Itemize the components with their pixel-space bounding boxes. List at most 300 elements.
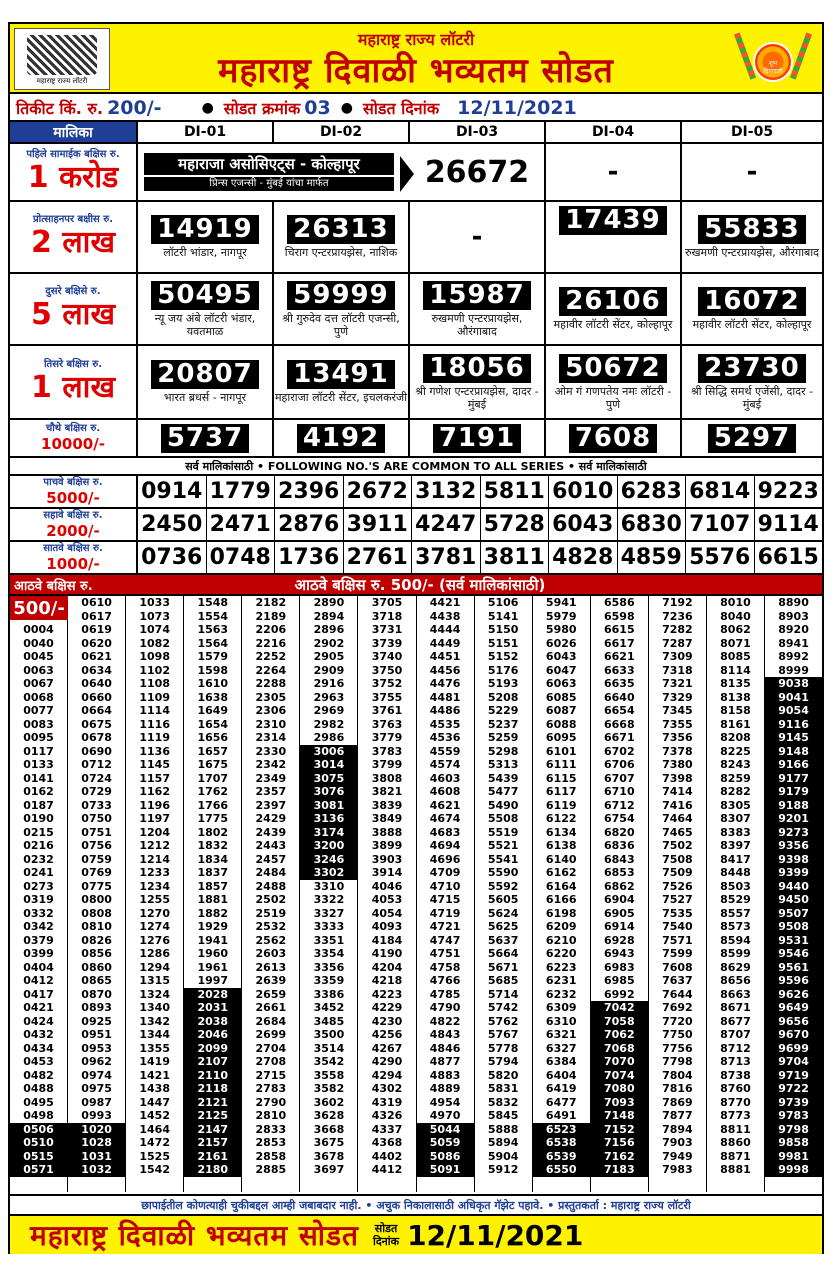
winning-number: 6309 [545,1001,577,1014]
winning-number: 4889 [429,1082,461,1095]
winning-number: 4683 [429,825,461,839]
number-column [68,596,126,1192]
winning-number: 3310 [313,879,345,893]
series-label: मालिका [10,122,138,142]
winning-number: 8677 [720,1014,751,1028]
winning-number: 7162 [591,1150,648,1164]
winning-number: 2704 [255,1041,287,1055]
winning-number: 3322 [313,893,345,906]
winning-number: 4828 [549,542,618,573]
winning-number: 1157 [139,771,170,785]
agent-name: रुखमणी एन्टरप्रायझेस, औरंगाबाद [684,246,820,259]
winning-number: 4694 [429,839,461,852]
winning-number: 9981 [765,1150,822,1164]
winning-number: 8040 [720,609,751,623]
winning-number: 4412 [371,1163,403,1176]
prize-label: चौथे बक्षिस रु. [45,423,101,434]
winning-number: 5541 [487,852,519,866]
winning-number: 5519 [487,825,519,839]
winning-number: 4267 [371,1041,403,1055]
winning-number: 6232 [545,987,577,1001]
winning-number: 2708 [255,1055,287,1068]
winning-number: 0987 [81,1095,112,1109]
winning-number: 9998 [765,1163,822,1177]
winning-number: 5767 [487,1028,519,1041]
number-column [591,596,649,1192]
number-column [707,596,765,1192]
winning-number: 8208 [720,731,751,744]
number-column [765,596,822,1192]
winning-number: 7750 [662,1028,693,1041]
winning-number: 3755 [371,690,403,704]
winning-number: 4843 [429,1028,461,1041]
winning-number: 6119 [545,798,577,812]
winning-number: 0769 [81,866,112,879]
winning-number: 3781 [412,542,481,573]
prize-row-third [10,346,822,420]
winning-number: 6539 [533,1150,590,1164]
agent-banner-sub: प्रिन्स एजन्सी - मुंबई यांचा मार्फत [144,177,394,191]
winning-number: 6633 [604,663,635,677]
winning-number: 7465 [662,825,693,839]
series-name: DI-05 [730,124,774,140]
winning-number: 7894 [662,1122,693,1136]
winning-number: 0690 [81,744,112,758]
winning-number: 9626 [765,988,822,1002]
number-column [533,596,591,1192]
winning-number: 0826 [81,933,112,947]
winning-number: 4368 [371,1136,403,1149]
winning-number: 4190 [371,947,403,960]
winning-number: 2443 [255,839,287,852]
winning-number: 4621 [429,798,461,812]
winning-number: 7527 [662,893,693,906]
winning-number: 4608 [429,785,461,798]
winning-number: 7416 [662,798,693,812]
winning-number: 7148 [591,1109,648,1123]
winning-number: 3849 [371,812,403,825]
winning-number: 9507 [765,907,822,921]
winning-number: 6140 [545,852,577,866]
winning-number: 7508 [662,852,693,866]
winning-number: 9798 [765,1123,822,1137]
winning-number: 2715 [255,1068,287,1082]
winning-number: 4535 [429,717,461,731]
winning-number: 6419 [545,1082,577,1095]
winning-number: 4674 [429,812,461,825]
agent-name: भारत ब्रधर्स - नागपूर [163,391,247,404]
winning-number: 0232 [23,852,54,866]
winning-number: 8010 [720,596,751,609]
winning-number: 5150 [487,623,519,636]
winning-number: 3200 [300,839,357,853]
winning-number: 8397 [720,839,751,852]
winning-number: 1119 [139,731,170,744]
winning-number: 5576 [686,542,755,573]
winning-number: 9223 [757,479,819,504]
winning-number: 8656 [720,974,751,987]
winning-number: 2672 [344,476,413,507]
number-column [358,596,416,1192]
winning-number: 0412 [23,974,54,987]
winning-number: 7644 [662,987,693,1001]
winning-number: 1419 [139,1055,170,1068]
winning-number: 8760 [720,1082,751,1095]
winning-number: 0634 [81,663,112,677]
winning-number: 9440 [765,880,822,894]
winning-number: 1342 [139,1014,170,1028]
winning-number: 6085 [545,690,577,704]
prize-amount: 2000/- [46,521,100,540]
winning-number: 2902 [313,636,345,650]
winning-number: 7414 [662,785,693,798]
winning-number: 6026 [545,636,577,650]
winning-number: 2916 [313,677,345,690]
winning-number: 1657 [197,744,229,758]
winning-number: 6063 [545,677,577,690]
winning-number: 2125 [184,1109,241,1123]
winning-number: 1762 [197,785,229,798]
winning-number: 6523 [533,1123,590,1137]
winning-number: 6283 [618,476,687,507]
winning-number: 6853 [604,866,635,879]
series-name: DI-03 [410,122,546,142]
winning-number: 0808 [81,906,112,920]
winning-number: 0962 [81,1055,112,1068]
winning-number: 2457 [255,852,287,866]
winning-number: 6707 [604,771,635,785]
winning-number: 8307 [720,812,751,825]
winning-number: 5832 [487,1095,519,1109]
prize-row-fourth [10,420,822,458]
winning-number: 8573 [720,920,751,933]
winning-number: 1447 [139,1095,170,1109]
winning-number: 4883 [429,1068,461,1082]
winning-number: 6164 [545,879,577,893]
winning-number: 9398 [765,853,822,867]
eighth-prize-amount: 500/- [10,596,68,620]
winning-number: 1028 [68,1136,125,1150]
winning-number: 1276 [139,933,170,947]
winning-number: 4319 [371,1095,403,1109]
winning-number: 3740 [371,650,403,663]
agent-name: श्री गणेश एन्टरप्रायझेस, दादर - मुंबई [415,384,539,411]
winning-number: 6985 [604,974,635,987]
winning-number: 0216 [23,839,54,852]
winning-number: 2471 [207,509,276,540]
eighth-prize-header [10,575,822,596]
winning-number: 4444 [429,623,461,636]
winning-number: 9399 [765,866,822,880]
winning-number: 6162 [545,866,577,879]
winning-number: 2107 [184,1055,241,1069]
winning-number: 9739 [765,1096,822,1110]
winning-number: 3914 [371,866,403,879]
winning-number: 6621 [604,650,635,663]
winning-number: 4290 [371,1055,403,1068]
winning-number: 50672 [559,354,666,383]
winning-number: 20807 [151,360,258,389]
winning-number: 4223 [371,987,403,1001]
winning-number: 4449 [429,636,461,650]
winning-number: 0095 [23,731,54,744]
prize-label: दुसरे बक्षिसे रु. [45,286,101,297]
winning-number: 9531 [765,934,822,948]
winning-number: 1355 [139,1041,170,1055]
winning-number: 0067 [23,677,54,690]
winning-number: 7798 [662,1055,693,1068]
winning-number: 0506 [10,1123,67,1137]
prize-row-first [10,144,822,202]
winning-number: 1656 [197,731,229,744]
winning-number: 4954 [429,1095,461,1109]
winning-number: 1270 [139,906,170,920]
winning-number: 2182 [255,596,287,609]
winning-number: 5176 [487,663,519,677]
winning-number: 2603 [255,947,287,960]
winning-number: 8114 [720,663,751,677]
winning-number: 5086 [417,1150,474,1164]
winning-number: 6943 [604,947,635,960]
winning-number: 7756 [662,1041,693,1055]
winning-number: 1882 [197,906,229,920]
winning-number: 9188 [765,799,822,813]
series-header-row [10,122,822,144]
winning-number: 3697 [313,1163,345,1176]
winning-number: 2562 [255,933,287,947]
winning-number: 6384 [545,1055,577,1068]
winning-number: 2349 [255,771,287,785]
winning-number: 2661 [255,1001,287,1014]
draw-info-bar: तिकीट किं. रु. 200/- ● सोडत क्रमांक 03 ● सोडत दिनांक 12/11/2021 [10,96,822,122]
winning-number: 5237 [487,717,519,731]
winning-number: 5894 [487,1136,519,1149]
winning-number: 5259 [487,731,519,744]
winning-number: 5904 [487,1149,519,1163]
winning-number: 0215 [23,825,54,839]
winning-number: 5297 [708,424,796,453]
winning-number: 2833 [255,1122,287,1136]
number-list [138,476,822,507]
footer-draw-label: सोडत [374,1222,398,1235]
winning-number: 1837 [197,866,229,879]
winning-number: 2532 [255,920,287,933]
logo-text: महाराष्ट्र राज्य लॉटरी [36,77,88,85]
winning-number: 3174 [300,826,357,840]
winning-number: 7608 [662,960,693,974]
winning-number: 1255 [139,893,170,906]
winning-number: 4846 [429,1041,461,1055]
winning-number: 17439 [559,206,666,235]
winning-number: 2761 [344,542,413,573]
winning-number: 3136 [300,812,357,826]
winning-number: 9722 [765,1082,822,1096]
winning-number: 3132 [412,476,481,507]
winning-number: 8707 [720,1028,751,1041]
winning-number: 9177 [765,772,822,786]
winning-number: 4719 [429,906,461,920]
header-subtitle: महाराष्ट्र राज्य लॉटरी [357,30,475,49]
winning-number: 9273 [765,826,822,840]
winning-number: 2488 [255,879,287,893]
winning-number: 8594 [720,933,751,947]
winning-number: 0083 [23,717,54,731]
winning-number: 5980 [545,623,577,636]
winning-number: 6122 [545,812,577,825]
winning-number: 7509 [662,866,693,879]
winning-number: 2330 [255,744,287,758]
winning-number: 6231 [545,974,577,987]
prize-amount: 5000/- [46,488,100,507]
footer [10,1214,822,1254]
winning-number: 55833 [698,215,805,244]
winning-number: 0800 [81,893,112,906]
agent-banner: महाराजा असोसिएट्स - कोल्हापूर [144,153,394,175]
winning-number: 4790 [429,1001,461,1014]
winning-number: 4054 [371,906,403,920]
winning-number: 1766 [197,798,229,812]
winning-number: 3811 [481,542,550,573]
winning-number: 2288 [255,677,287,690]
winning-number: 2189 [255,609,287,623]
winning-number: 6138 [545,839,577,852]
winning-number: 2046 [184,1028,241,1042]
winning-number: 5439 [487,771,519,785]
winning-number: 0453 [23,1055,54,1068]
winning-number: 2118 [184,1082,241,1096]
winning-number: 4785 [429,987,461,1001]
winning-number: 7282 [662,623,693,636]
prize-row-incentive [10,202,822,274]
number-list [138,542,822,573]
disclaimer: छापाईतील कोणत्याही चुकीबद्दल आम्ही जबाबदार नाही. • अचुक निकालासाठी अधिकृत गॅझेट पहावे. • प्रस्तुतकर्ता : महाराष्ट्र राज्य लॉटरी [10,1194,822,1214]
winning-number: 1779 [207,476,276,507]
winning-number: 6477 [545,1095,577,1109]
winning-number: 9649 [765,1001,822,1015]
winning-number: 6491 [545,1109,577,1122]
winning-number: 8503 [720,879,751,893]
winning-number: 6992 [604,987,635,1001]
winning-number: 4451 [429,650,461,663]
winning-number: 1525 [139,1149,170,1163]
winning-number: 1032 [68,1163,125,1177]
winning-number: 59999 [287,281,394,310]
common-series-note: सर्व मालिकांसाठी • FOLLOWING NO.'S ARE COMMON TO ALL SERIES • सर्व मालिकांसाठी [10,458,822,476]
eighth-prize-number-grid [10,596,822,1192]
winning-number: 3799 [371,758,403,771]
winning-number: 0515 [10,1150,67,1164]
winning-number: 4696 [429,852,461,866]
winning-number: 0660 [81,690,112,704]
winning-number: 0993 [81,1109,112,1122]
winning-number: 0619 [81,623,112,636]
winning-number: 13491 [287,360,394,389]
winning-number: 7949 [662,1149,693,1163]
prize-row-seventh [10,542,822,575]
draw-number: 03 [304,97,331,119]
winning-number: 3678 [313,1149,345,1163]
winning-number: 7869 [662,1095,693,1109]
winning-number: 6830 [618,509,687,540]
winning-number: 5742 [487,1001,519,1014]
agent-name: श्री गुरुदेव दत्त लॉटरी एजन्सी, पुणे [282,311,400,338]
winning-number: 5625 [487,920,519,933]
winning-number: 0759 [81,852,112,866]
winning-number: 1421 [139,1068,170,1082]
winning-number: 7637 [662,974,693,987]
winning-number: 0077 [23,704,54,717]
winning-number: 4481 [429,690,461,704]
winning-number: 5298 [487,744,519,758]
winning-number: 0063 [23,663,54,677]
winning-number: 5737 [161,424,249,453]
winning-number: 9179 [765,785,822,799]
winning-number: 8629 [720,960,751,974]
winning-number: 4247 [412,509,481,540]
winning-number: 0860 [81,960,112,974]
winning-number: 5714 [487,987,519,1001]
winning-number: 0664 [81,704,112,717]
no-winner-dash: - [607,157,619,187]
number-column [300,596,358,1192]
winning-number: 4970 [429,1109,461,1122]
winning-number: 7183 [591,1163,648,1177]
winning-number: 3452 [313,1001,345,1014]
winning-number: 6710 [604,785,635,798]
winning-number: 14919 [151,215,258,244]
winning-number: 4559 [429,744,461,758]
winning-number: 0974 [81,1068,112,1082]
ticket-price: 200/- [107,97,162,119]
winning-number: 18056 [423,354,530,383]
winning-number: 8941 [778,636,809,650]
winning-number: 7355 [662,717,693,731]
winning-number: 2038 [184,1015,241,1029]
winning-number: 7191 [433,424,521,453]
winning-number: 4192 [297,424,385,453]
winning-number: 3246 [300,853,357,867]
winning-number: 1941 [197,933,229,947]
winning-number: 7287 [662,636,693,650]
agent-name: महाराजा लॉटरी सेंटर, इचलकरंजी [274,391,408,404]
winning-number: 6111 [545,758,577,771]
winning-number: 15987 [423,281,530,310]
winning-number: 7816 [662,1082,693,1095]
winning-number: 6598 [604,609,635,623]
winning-number: 0856 [81,947,112,960]
winning-number: 0571 [10,1163,67,1177]
winning-number: 3839 [371,798,403,812]
winning-number: 2439 [255,825,287,839]
winning-number: 0953 [81,1041,112,1055]
winning-number: 6615 [604,623,635,636]
winning-number: 1033 [139,596,170,609]
winning-number: 1563 [197,623,229,636]
winning-number: 1294 [139,960,170,974]
winning-number: 6210 [545,933,577,947]
winning-number: 2909 [313,663,345,677]
winning-number: 4721 [429,920,461,933]
winning-number: 4230 [371,1014,403,1028]
winning-number: 0495 [23,1095,54,1109]
winning-number: 1579 [197,650,229,663]
winning-number: 1098 [139,650,170,663]
agent-name: न्यू जय अंबे लॉटरी भंडार, यवतमाळ [154,311,256,338]
winning-number: 9116 [765,718,822,732]
winning-number: 1204 [139,825,170,839]
winning-number: 1452 [139,1109,170,1122]
winning-number: 6404 [545,1068,577,1082]
